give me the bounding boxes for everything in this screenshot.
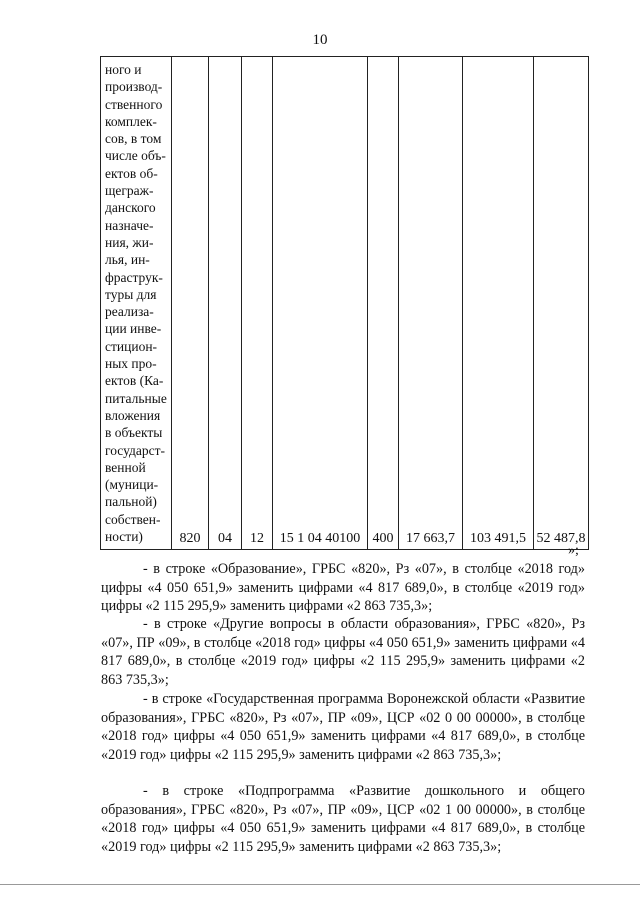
name-line: ния, жи-	[105, 234, 154, 250]
amendment-paragraph	[101, 615, 585, 689]
name-line: венной	[105, 459, 146, 475]
name-line: ности)	[105, 529, 143, 545]
amount-cell-a: 17 663,7	[399, 57, 463, 550]
amendment-paragraph	[101, 690, 585, 764]
name-line: ции инве-	[105, 321, 162, 337]
name-line: назначе-	[105, 217, 154, 233]
amendment-text: - в строке «Другие вопросы в области образования», ГРБС «820», Рз «07», ПР «09», в столбце «2018 год» цифры «4 050 651,9» заменить цифрами «4 817 689,0», в столбце «2019 год» цифры «2 115 295,9» заменить цифрами «2 863 735,3»;	[101, 616, 585, 688]
name-line: данского	[105, 200, 156, 216]
name-line: лья, ин-	[105, 252, 150, 268]
amount-cell-c: 52 487,8	[534, 57, 589, 550]
name-line: ного и	[105, 62, 142, 77]
name-line: государст-	[105, 442, 165, 458]
page-bottom-rule	[0, 884, 640, 885]
name-line: ственного	[105, 96, 163, 112]
rz-cell: 04	[209, 57, 242, 550]
amendment-text: - в строке «Образование», ГРБС «820», Рз «07», в столбце «2018 год» цифры «4 050 651,9» заменить цифрами «4 817 689,0», в столбце «2019 год» цифры «2 115 295,9» заменить цифрами «2 863 735,3»;	[101, 561, 585, 615]
name-line: собствен-	[105, 511, 161, 527]
name-line: стицион-	[105, 338, 158, 354]
name-line: вложения	[105, 407, 161, 423]
name-line: туры для	[105, 286, 157, 302]
amendment-text: - в строке «Подпрограмма «Развитие дошкольного и общего образования», ГРБС «820», Рз «07», ПР «09», ЦСР «02 1 00 00000», в столбце «2018 год» цифры «4 050 651,9» заменить цифрами «4 817 689,0», в столбце «2019 год» цифры «2 115 295,9» заменить цифрами «2 863 735,3»;	[101, 783, 585, 855]
budget-table	[100, 56, 589, 550]
amendment-paragraph	[101, 782, 585, 856]
page-number: 10	[312, 32, 328, 48]
name-line: щеграж-	[105, 183, 154, 199]
name-line: ных про-	[105, 356, 157, 372]
pr-cell: 12	[242, 57, 273, 550]
amendment-paragraph	[101, 560, 585, 616]
grbs-cell: 820	[172, 57, 209, 550]
closing-quote: »;	[568, 543, 579, 558]
name-line: фраструк-	[105, 269, 163, 285]
name-line: питальные	[105, 390, 167, 406]
name-line: числе объ-	[105, 148, 166, 164]
name-line: ектов об-	[105, 165, 158, 181]
vr-cell: 400	[368, 57, 399, 550]
csr-cell: 15 1 04 40100	[273, 57, 368, 550]
table-row	[101, 57, 589, 550]
name-line: реализа-	[105, 304, 154, 320]
name-line: (муници-	[105, 477, 159, 493]
name-line: ектов (Ка-	[105, 373, 164, 389]
name-line: сов, в том	[105, 131, 162, 147]
name-line: комплек-	[105, 113, 157, 129]
row-name-cell	[101, 57, 172, 550]
amount-cell-b: 103 491,5	[463, 57, 534, 550]
name-line: производ-	[105, 79, 163, 95]
amendment-text: - в строке «Государственная программа Воронежской области «Развитие образования», ГРБС «820», Рз «07», ПР «09», ЦСР «02 0 00 00000», в столбце «2018 год» цифры «4 050 651,9» заменить цифрами «4 817 689,0», в столбце «2019 год» цифры «2 115 295,9» заменить цифрами «2 863 735,3»;	[101, 691, 585, 763]
name-line: пальной)	[105, 494, 157, 510]
name-line: в объекты	[105, 425, 163, 441]
